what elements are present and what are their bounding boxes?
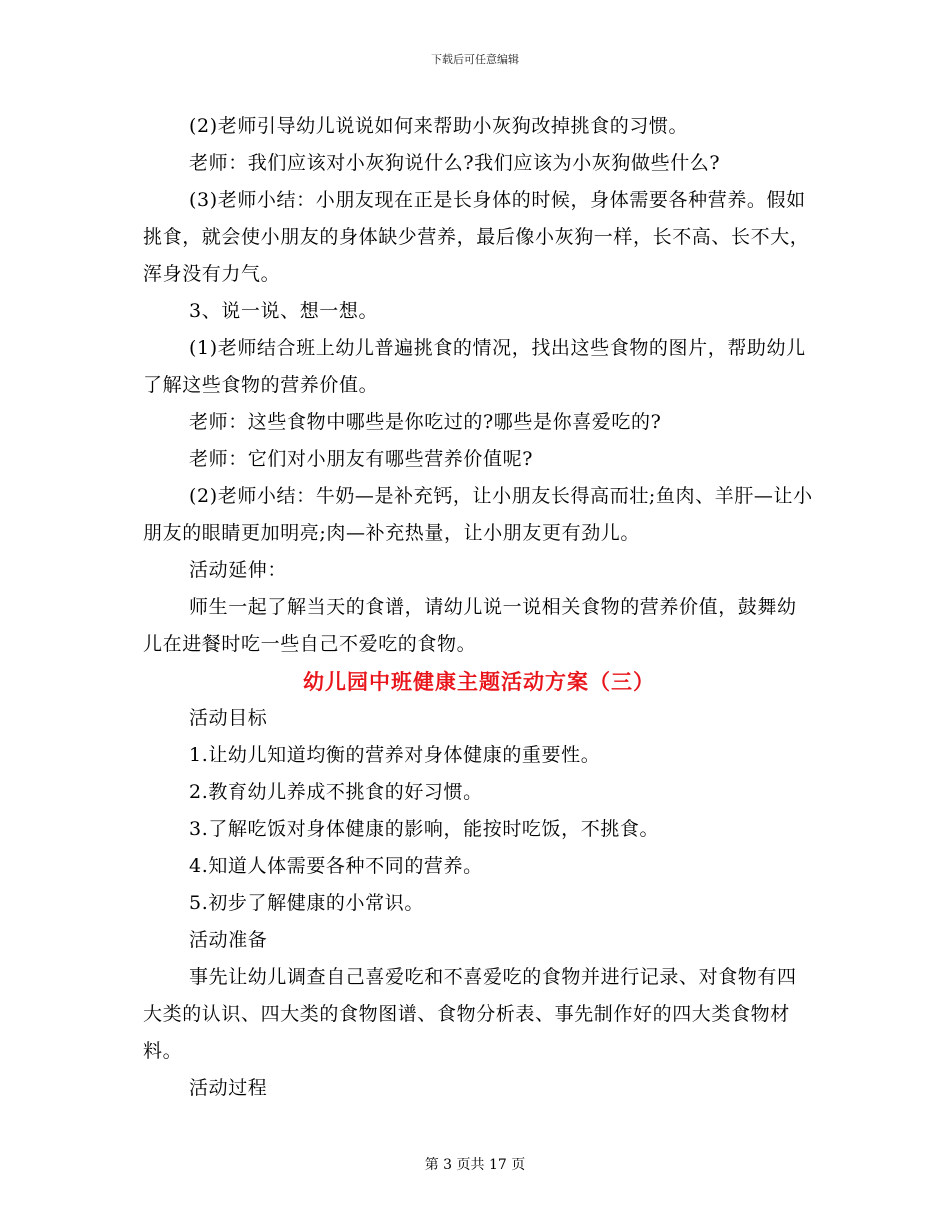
list-item: 1.让幼儿知道均衡的营养对身体健康的重要性。	[189, 744, 601, 766]
paragraph: 老师：这些食物中哪些是你吃过的?哪些是你喜爱吃的?	[189, 411, 662, 433]
section-label: 活动准备	[189, 929, 268, 951]
section-label: 活动过程	[189, 1077, 268, 1099]
section-label: 活动延伸：	[189, 559, 288, 581]
paragraph: 老师：我们应该对小灰狗说什么?我们应该为小灰狗做些什么?	[189, 152, 721, 174]
list-item: 4.知道人体需要各种不同的营养。	[189, 855, 483, 877]
document-body	[143, 108, 815, 1107]
list-item: 2.教育幼儿养成不挑食的好习惯。	[189, 781, 483, 803]
paragraph: 师生一起了解当天的食谱，请幼儿说一说相关食物的营养价值，鼓舞幼儿在进餐时吃一些自己不爱吃的食物。	[143, 596, 797, 655]
paragraph: (1)老师结合班上幼儿普遍挑食的情况，找出这些食物的图片，帮助幼儿了解这些食物的营养价值。	[143, 337, 806, 396]
page-footer: 第 3 页共 17 页	[424, 1157, 526, 1173]
paragraph: (3)老师小结：小朋友现在正是长身体的时候，身体需要各种营养。假如挑食，就会使小朋友的身体缺少营养，最后像小灰狗一样，长不高、长不大，浑身没有力气。	[143, 189, 810, 285]
section-label: 活动目标	[189, 707, 268, 729]
section-title: 幼儿园中班健康主题活动方案（三）	[303, 669, 655, 694]
list-item: 5.初步了解健康的小常识。	[189, 892, 424, 914]
paragraph: (2)老师引导幼儿说说如何来帮助小灰狗改掉挑食的习惯。	[189, 115, 689, 137]
paragraph: 3、说一说、想一想。	[189, 300, 379, 322]
paragraph: (2)老师小结：牛奶—是补充钙，让小朋友长得高而壮;鱼肉、羊肝—让小朋友的眼睛更加明亮;肉—补充热量，让小朋友更有劲儿。	[143, 485, 813, 544]
list-item: 3.了解吃饭对身体健康的影响，能按时吃饭，不挑食。	[189, 818, 660, 840]
page-header: 下载后可任意编辑	[431, 53, 519, 66]
paragraph: 老师：它们对小朋友有哪些营养价值呢?	[189, 448, 533, 470]
paragraph: 事先让幼儿调查自己喜爱吃和不喜爱吃的食物并进行记录、对食物有四大类的认识、四大类的食物图谱、食物分析表、事先制作好的四大类食物材料。	[143, 966, 797, 1062]
